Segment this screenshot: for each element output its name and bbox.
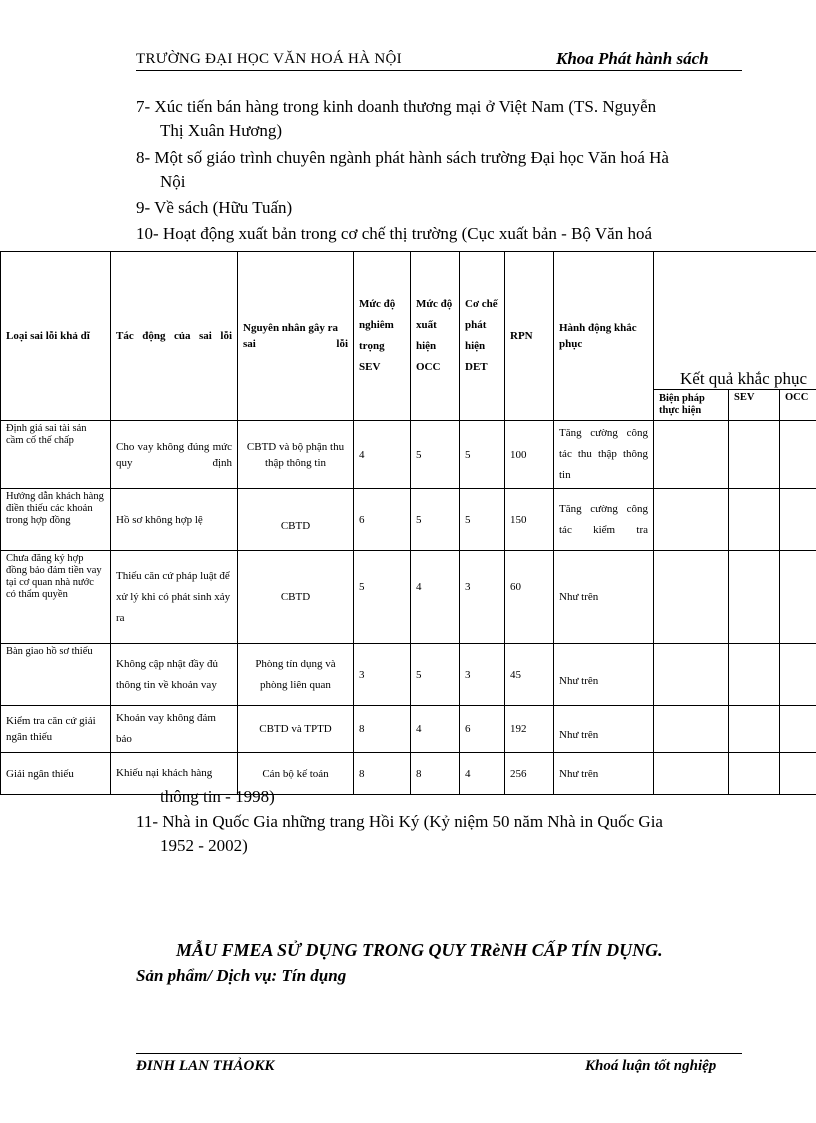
cell-occ: 5 [411,644,460,706]
header-result-occ: OCC [780,390,816,421]
header-result-sev: SEV [729,390,780,421]
cell-sev: 8 [354,753,411,795]
cell-action: Như trên [554,706,654,753]
cell-sev: 6 [354,489,411,551]
cell-action: Như trên [554,644,654,706]
table-row [1,489,816,551]
cell-cause: Cán bộ kế toán [238,753,354,795]
cell-effect: Hồ sơ không hợp lệ [111,489,238,551]
cell-occ: 5 [411,421,460,489]
header-sev: Mức độ nghiêm trọng SEV [354,252,411,421]
cell-rpn: 100 [505,421,554,489]
reference-text: 11- Nhà in Quốc Gia những trang Hồi Ký (Kỷ niệm 50 năm Nhà in Quốc Gia [136,812,663,831]
reference-continuation: Nội [160,172,186,191]
cell-cause: CBTD và bộ phận thu thập thông tin [238,421,354,489]
reference-text: thông tin - 1998) [160,787,275,806]
form-title: MẪU FMEA SỬ DỤNG TRONG QUY TRèNH CẤP TÍN DỤNG. [176,940,663,960]
cell-occ: 4 [411,706,460,753]
cell-measure [654,706,729,753]
cell-failure-mode: Kiểm tra căn cứ giải ngân thiếu [1,706,111,753]
reference-text: 8- Một số giáo trình chuyên ngành phát hành sách trường Đại học Văn hoá Hà [136,148,669,167]
header-school-name: TRƯỜNG ĐẠI HỌC VĂN HOÁ HÀ NỘI [136,51,402,67]
cell-action: Như trên [554,753,654,795]
footer-author: ĐINH LAN THẢOKK [136,1058,275,1074]
cell-action: Tăng cường công tác kiểm tra [554,489,654,551]
cell-result-sev [729,421,780,489]
reference-text: 9- Về sách (Hữu Tuấn) [136,198,293,217]
header-measure: Biện pháp thực hiện [654,390,729,421]
header-cause: Nguyên nhân gây ra sai lỗi [238,252,354,421]
header-rpn: RPN [505,252,554,421]
cell-action: Như trên [554,551,654,644]
cell-sev: 4 [354,421,411,489]
cell-det: 3 [460,551,505,644]
cell-failure-mode: Định giá sai tài sản cầm cố thế chấp [1,421,111,489]
cell-failure-mode: Giải ngân thiếu [1,753,111,795]
fmea-table [0,251,816,795]
cell-occ: 4 [411,551,460,644]
cell-det: 3 [460,644,505,706]
cell-rpn: 256 [505,753,554,795]
cell-measure [654,551,729,644]
cell-result-occ [780,644,816,706]
cell-measure [654,644,729,706]
reference-item-8 [136,146,739,194]
header-corrective-action: Hành động khắc phục [554,252,654,421]
form-subtitle: Sản phẩm/ Dịch vụ: Tín dụng [136,966,347,985]
cell-sev: 5 [354,551,411,644]
cell-rpn: 150 [505,489,554,551]
header-faculty-name: Khoa Phát hành sách [556,49,709,68]
header-effect: Tác động của sai lỗi [111,252,238,421]
cell-det: 4 [460,753,505,795]
reference-item-7 [136,95,739,143]
cell-result-occ [780,706,816,753]
cell-effect: Cho vay không đúng mức quy định [111,421,238,489]
cell-result-sev [729,644,780,706]
cell-effect: Thiếu căn cứ pháp luật để xử lý khi có phát sinh xảy ra [111,551,238,644]
cell-result-sev [729,551,780,644]
cell-cause: CBTD [238,489,354,551]
cell-measure [654,421,729,489]
header-det: Cơ chế phát hiện DET [460,252,505,421]
reference-text: 10- Hoạt động xuất bản trong cơ chế thị trường (Cục xuất bản - Bộ Văn hoá [136,224,652,243]
table-row [1,644,816,706]
table-row [1,706,816,753]
table-header-row [1,252,816,390]
cell-failure-mode: Hướng dẫn khách hàng điền thiếu các khoản trong hợp đồng [1,489,111,551]
reference-item-9 [136,196,739,220]
cell-result-occ [780,551,816,644]
table-row [1,551,816,644]
cell-result-occ [780,421,816,489]
cell-action: Tăng cường công tác thu thập thông tin [554,421,654,489]
header-divider [136,70,742,71]
reference-item-10-continuation [160,785,763,809]
cell-rpn: 45 [505,644,554,706]
header-occ: Mức độ xuất hiện OCC [411,252,460,421]
cell-sev: 3 [354,644,411,706]
cell-cause: CBTD và TPTD [238,706,354,753]
reference-item-10 [136,222,739,246]
cell-effect: Khiếu nại khách hàng [111,753,238,795]
header-results: Kết quả khắc phục [654,252,816,390]
reference-text: 7- Xúc tiến bán hàng trong kinh doanh thương mại ở Việt Nam (TS. Nguyễn [136,97,657,116]
cell-rpn: 192 [505,706,554,753]
cell-effect: Không cập nhật đầy đủ thông tin về khoản vay [111,644,238,706]
cell-measure [654,489,729,551]
reference-continuation: 1952 - 2002) [160,836,248,855]
cell-failure-mode: Bàn giao hồ sơ thiếu [1,644,111,706]
cell-result-occ [780,753,816,795]
cell-occ: 8 [411,753,460,795]
footer-divider [136,1053,742,1054]
cell-failure-mode: Chưa đăng ký hợp đồng bảo đảm tiền vay tại cơ quan nhà nước có thẩm quyền [1,551,111,644]
cell-det: 6 [460,706,505,753]
reference-item-11 [136,810,739,858]
cell-rpn: 60 [505,551,554,644]
cell-det: 5 [460,489,505,551]
cell-result-occ [780,489,816,551]
cell-occ: 5 [411,489,460,551]
footer-thesis-label: Khoá luận tốt nghiệp [585,1058,717,1074]
header-failure-mode: Loại sai lỗi khả dĩ [1,252,111,421]
cell-result-sev [729,489,780,551]
cell-result-sev [729,706,780,753]
cell-cause: CBTD [238,551,354,644]
table-row [1,421,816,489]
cell-sev: 8 [354,706,411,753]
cell-cause: Phòng tín dụng và phòng liên quan [238,644,354,706]
cell-effect: Khoản vay không đảm bảo [111,706,238,753]
cell-det: 5 [460,421,505,489]
reference-continuation: Thị Xuân Hương) [160,121,283,140]
